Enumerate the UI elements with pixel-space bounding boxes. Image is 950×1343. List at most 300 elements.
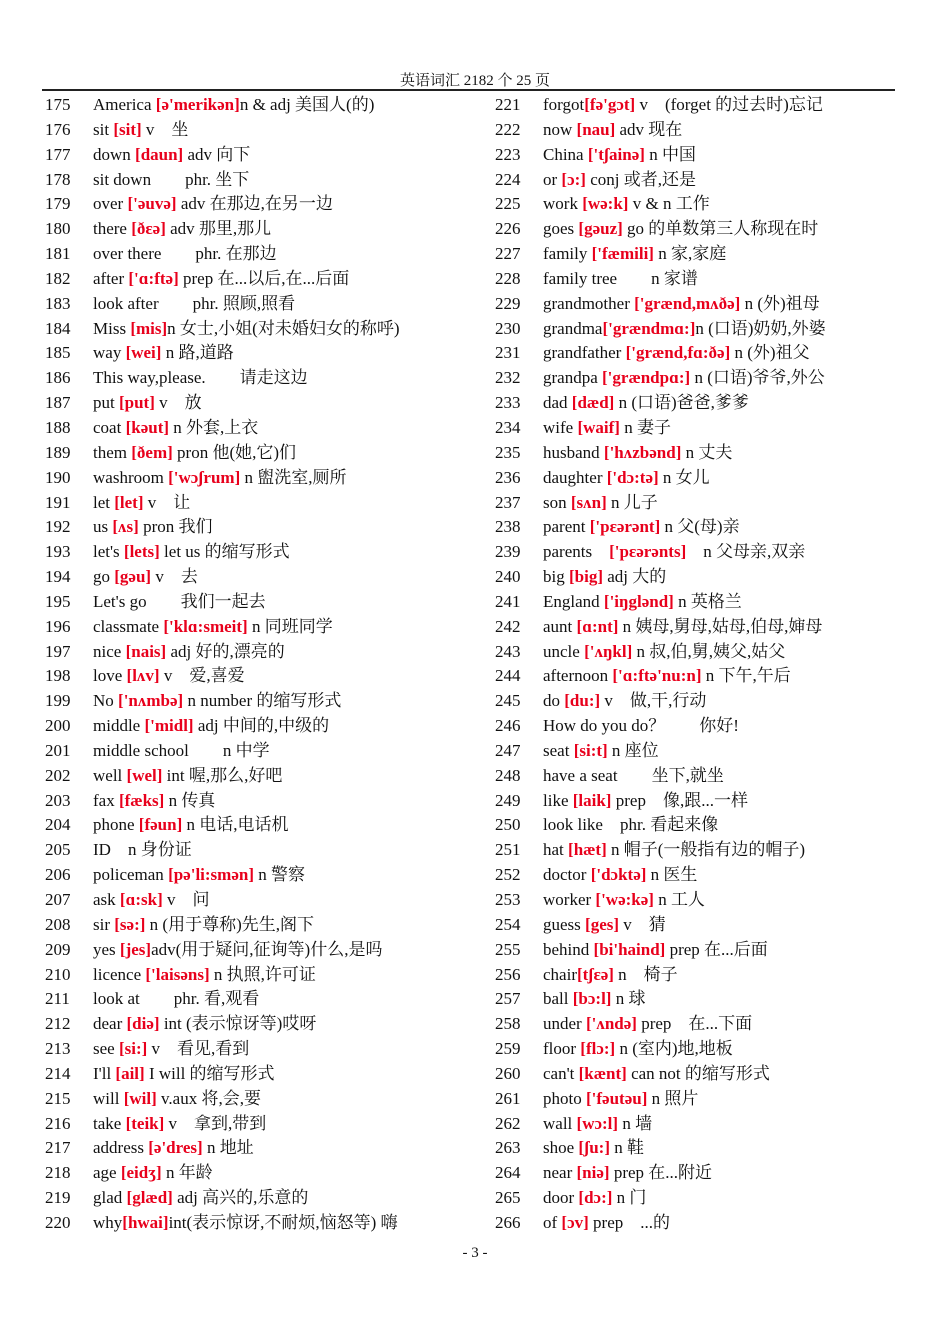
entry-phonetic: [ʃu:] <box>578 1138 610 1158</box>
entry-phonetic: ['pɛərənts] <box>609 542 687 562</box>
vocab-entry <box>495 664 905 689</box>
entry-phonetic: [eidʒ] <box>120 1163 162 1183</box>
entry-word: Miss <box>93 318 131 338</box>
vocab-entry <box>495 1211 905 1236</box>
entry-number: 185 <box>45 343 71 363</box>
entry-definition: n 父母亲,双亲 <box>686 542 806 562</box>
entry-phonetic: ['grændmɑ:] <box>602 318 696 338</box>
vocab-column-right <box>495 93 905 1236</box>
entry-phonetic: [sʌn] <box>570 492 607 512</box>
entry-number: 227 <box>495 244 521 264</box>
entry-definition: n 帽子(一般指有边的帽子) <box>606 840 806 860</box>
vocab-entry <box>45 168 465 193</box>
vocab-entry <box>45 242 465 267</box>
entry-word: England <box>543 591 604 611</box>
entry-definition: I will 的缩写形式 <box>144 1063 275 1083</box>
vocab-entry <box>495 565 905 590</box>
entry-definition: n 鞋 <box>610 1138 644 1158</box>
entry-phonetic: [gəuz] <box>578 219 623 239</box>
entry-number: 255 <box>495 939 521 959</box>
entry-definition: n (口语)爸爸,爹爹 <box>614 393 749 413</box>
entry-definition: v 看见,看到 <box>147 1039 250 1059</box>
entry-definition: n 执照,许可证 <box>209 964 316 984</box>
entry-phonetic: [wei] <box>125 343 162 363</box>
entry-phonetic: [bi'haind] <box>593 939 666 959</box>
entry-number: 186 <box>45 368 71 388</box>
entry-word: licence <box>93 964 146 984</box>
entry-definition: prep 在...附近 <box>609 1163 713 1183</box>
entry-phonetic: [teik] <box>125 1113 165 1133</box>
vocab-entry <box>45 1112 465 1137</box>
entry-word: age <box>93 1163 121 1183</box>
entry-number: 195 <box>45 591 71 611</box>
entry-number: 181 <box>45 244 71 264</box>
entry-phonetic: [nau] <box>576 119 616 139</box>
entry-phonetic: [tʃɛə] <box>576 964 614 984</box>
vocab-entry <box>495 366 905 391</box>
entry-number: 231 <box>495 343 521 363</box>
vocab-entry <box>495 192 905 217</box>
entry-word: wife <box>543 417 578 437</box>
entry-number: 261 <box>495 1088 521 1108</box>
vocab-entry <box>45 93 465 118</box>
vocab-entry <box>495 242 905 267</box>
vocab-entry <box>45 689 465 714</box>
vocab-entry <box>495 118 905 143</box>
entry-definition: n 同班同学 <box>247 616 333 636</box>
entry-phonetic: [si:] <box>118 1039 148 1059</box>
vocab-column-left <box>45 93 465 1236</box>
entry-definition: adv(用于疑问,征询等)什么,是吗 <box>151 939 383 959</box>
vocab-entry <box>45 664 465 689</box>
entry-word: parent <box>543 517 590 537</box>
entry-phonetic: [gəu] <box>114 567 152 587</box>
entry-word: grandma <box>543 318 603 338</box>
entry-number: 194 <box>45 567 71 587</box>
entry-phonetic: [wɔ:l] <box>576 1113 619 1133</box>
entry-number: 182 <box>45 268 71 288</box>
entry-word: photo <box>543 1088 586 1108</box>
entry-definition: go 的单数第三人称现在时 <box>622 219 819 239</box>
vocab-entry <box>45 1087 465 1112</box>
entry-definition: n 座位 <box>607 740 659 760</box>
entry-word: them <box>93 442 132 462</box>
vocab-entry <box>495 1037 905 1062</box>
entry-number: 265 <box>495 1188 521 1208</box>
vocab-entry <box>45 640 465 665</box>
entry-word: fax <box>93 790 119 810</box>
entry-word: ask <box>93 890 120 909</box>
entry-word: work <box>543 194 583 214</box>
entry-phonetic: ['pɛərənt] <box>589 517 661 537</box>
vocab-entry <box>495 1012 905 1037</box>
entry-number: 177 <box>45 144 71 164</box>
vocab-entry <box>45 1186 465 1211</box>
entry-definition: n 警察 <box>254 865 305 885</box>
entry-definition: n 丈夫 <box>681 442 733 462</box>
vocab-entry <box>495 292 905 317</box>
entry-phonetic: [fæks] <box>118 790 165 810</box>
entry-phonetic: ['fæmili] <box>591 244 654 264</box>
entry-word: under <box>543 1014 586 1034</box>
entry-number: 202 <box>45 765 71 785</box>
vocab-entry <box>495 963 905 988</box>
vocab-entry <box>45 466 465 491</box>
entry-phonetic: ['ɑ:ftə'nu:n] <box>612 666 702 686</box>
entry-phonetic: ['ʌŋkl] <box>584 641 633 661</box>
entry-phonetic: ['hʌzbənd] <box>603 442 682 462</box>
entry-number: 216 <box>45 1113 71 1133</box>
entry-word: washroom <box>93 467 169 487</box>
vocab-entry <box>45 590 465 615</box>
vocab-entry <box>45 515 465 540</box>
vocab-entry <box>495 739 905 764</box>
entry-definition: prep 像,跟...一样 <box>611 790 748 810</box>
entry-phonetic: [fə'gɔt] <box>584 95 636 114</box>
entry-number: 222 <box>495 119 521 139</box>
vocab-entry <box>495 93 905 118</box>
entry-definition: n 儿子 <box>606 492 658 512</box>
entry-definition: conj 或者,还是 <box>585 169 696 189</box>
entry-word: husband <box>543 442 604 462</box>
vocab-entry <box>45 441 465 466</box>
entry-definition: can not 的缩写形式 <box>626 1063 770 1083</box>
entry-number: 206 <box>45 865 71 885</box>
vocab-entry <box>45 1136 465 1161</box>
entry-number: 263 <box>495 1138 521 1158</box>
entry-phonetic: ['iŋglənd] <box>603 591 674 611</box>
vocab-entry <box>495 590 905 615</box>
page-number: - 3 - <box>462 1245 488 1261</box>
entry-definition: n 女士,小姐(对未婚妇女的称呼) <box>167 318 400 338</box>
entry-word: ball <box>543 989 573 1009</box>
entry-word: near <box>543 1163 577 1183</box>
entry-word: forgot <box>543 95 585 114</box>
entry-phonetic: [waif] <box>577 417 620 437</box>
entry-number: 238 <box>495 517 521 537</box>
entry-number: 259 <box>495 1039 521 1059</box>
entry-word: chair <box>543 964 577 984</box>
entry-word: floor <box>543 1039 581 1059</box>
entry-number: 180 <box>45 219 71 239</box>
entry-word: or <box>543 169 562 189</box>
entry-number: 251 <box>495 840 521 860</box>
vocab-entry <box>495 515 905 540</box>
entry-number: 197 <box>45 641 71 661</box>
entry-phonetic: [ail] <box>115 1063 145 1083</box>
entry-phonetic: [ɑ:nt] <box>576 616 619 636</box>
entry-word: well <box>93 765 127 785</box>
entry-number: 184 <box>45 318 71 338</box>
entry-phonetic: [niə] <box>576 1163 610 1183</box>
vocab-entry <box>495 789 905 814</box>
vocab-entry <box>495 341 905 366</box>
entry-word: like <box>543 790 573 810</box>
vocab-entry <box>45 987 465 1012</box>
entry-word: How do you do？ 你好! <box>543 716 739 736</box>
entry-number: 210 <box>45 964 71 984</box>
vocab-entry <box>45 1211 465 1236</box>
entry-word: sit down phr. 坐下 <box>93 169 250 189</box>
vocab-entry <box>495 217 905 242</box>
entry-definition: n (室内)地,地板 <box>615 1039 733 1059</box>
entry-number: 176 <box>45 119 71 139</box>
entry-phonetic: ['dɔktə] <box>590 865 647 885</box>
entry-phonetic: [sit] <box>113 119 142 139</box>
entry-phonetic: ['laisəns] <box>145 964 210 984</box>
entry-number: 178 <box>45 169 71 189</box>
vocab-entry <box>495 813 905 838</box>
entry-number: 243 <box>495 641 521 661</box>
entry-phonetic: [dæd] <box>571 393 615 413</box>
entry-word: see <box>93 1039 119 1059</box>
entry-number: 221 <box>495 95 521 114</box>
entry-definition: v 问 <box>162 890 210 909</box>
entry-word: nice <box>93 641 126 661</box>
entry-word: son <box>543 492 571 512</box>
entry-phonetic: [si:t] <box>573 740 608 760</box>
vocab-entry <box>45 764 465 789</box>
vocab-entry <box>45 1037 465 1062</box>
entry-number: 217 <box>45 1138 71 1158</box>
entry-definition: n 传真 <box>164 790 216 810</box>
vocab-entry <box>495 689 905 714</box>
entry-definition: v 拿到,带到 <box>164 1113 267 1133</box>
entry-word: address <box>93 1138 149 1158</box>
entry-definition: adj 高兴的,乐意的 <box>172 1188 309 1208</box>
entry-word: sir <box>93 914 115 934</box>
entry-definition: n (口语)爷爷,外公 <box>690 368 825 388</box>
entry-phonetic: [hæt] <box>568 840 607 860</box>
entry-definition: adj 中间的,中级的 <box>193 716 330 736</box>
entry-word: dad <box>543 393 572 413</box>
entry-word: grandmother <box>543 293 635 313</box>
vocab-entry <box>45 888 465 913</box>
entry-phonetic: [kəut] <box>125 417 170 437</box>
entry-definition: n 叔,伯,舅,姨父,姑父 <box>632 641 786 661</box>
entry-number: 214 <box>45 1063 71 1083</box>
entry-phonetic: ['nʌmbə] <box>118 691 184 711</box>
page-header: 英语词汇 2182 个 25 页 <box>399 73 550 89</box>
entry-number: 196 <box>45 616 71 636</box>
vocab-entry <box>45 739 465 764</box>
vocab-entry <box>45 267 465 292</box>
vocab-entry <box>495 1136 905 1161</box>
entry-number: 205 <box>45 840 71 860</box>
entry-word: glad <box>93 1188 127 1208</box>
entry-phonetic: [kænt] <box>578 1063 627 1083</box>
vocab-entry <box>495 838 905 863</box>
entry-number: 203 <box>45 790 71 810</box>
entry-number: 235 <box>495 442 521 462</box>
entry-definition: n (外)祖母 <box>740 293 820 313</box>
entry-number: 247 <box>495 740 521 760</box>
entry-word: doctor <box>543 865 591 885</box>
entry-word: hat <box>543 840 569 860</box>
entry-number: 242 <box>495 616 521 636</box>
vocab-entry <box>45 565 465 590</box>
entry-word: way <box>93 343 126 363</box>
vocab-entry <box>45 118 465 143</box>
vocab-entry <box>45 217 465 242</box>
entry-number: 208 <box>45 914 71 934</box>
entry-number: 192 <box>45 517 71 537</box>
vocab-entry <box>495 441 905 466</box>
vocab-entry <box>495 466 905 491</box>
vocab-entry <box>495 888 905 913</box>
entry-number: 250 <box>495 815 521 835</box>
entry-word: let's <box>93 542 124 562</box>
entry-word: there <box>93 219 132 239</box>
entry-number: 204 <box>45 815 71 835</box>
entry-number: 207 <box>45 890 71 909</box>
vocab-entry <box>495 317 905 342</box>
entry-number: 175 <box>45 95 71 114</box>
entry-word: Let's go 我们一起去 <box>93 591 266 611</box>
entry-phonetic: [big] <box>568 567 603 587</box>
vocab-entry <box>45 963 465 988</box>
vocab-entry <box>495 391 905 416</box>
entry-definition: n 下午,午后 <box>701 666 791 686</box>
entry-phonetic: [ges] <box>585 914 620 934</box>
entry-number: 237 <box>495 492 521 512</box>
entry-definition: adv 现在 <box>615 119 683 139</box>
entry-word: aunt <box>543 616 577 636</box>
entry-definition: n 椅子 <box>613 964 678 984</box>
entry-definition: v 去 <box>151 567 198 587</box>
entry-word: seat <box>543 740 574 760</box>
entry-definition: n 球 <box>611 989 646 1009</box>
entry-word: door <box>543 1188 579 1208</box>
entry-number: 252 <box>495 865 521 885</box>
vocab-entry <box>495 143 905 168</box>
entry-definition: n 妻子 <box>619 417 671 437</box>
entry-number: 220 <box>45 1212 71 1232</box>
entry-definition: n 医生 <box>646 865 698 885</box>
entry-word: worker <box>543 890 596 909</box>
entry-definition: pron 我们 <box>138 517 213 537</box>
entry-word: family <box>543 244 592 264</box>
entry-phonetic: ['tʃainə] <box>587 144 645 164</box>
entry-number: 266 <box>495 1212 521 1232</box>
vocab-entry <box>45 615 465 640</box>
entry-definition: let us 的缩写形式 <box>159 542 290 562</box>
entry-word: of <box>543 1212 562 1232</box>
entry-number: 198 <box>45 666 71 686</box>
vocab-entry <box>45 292 465 317</box>
vocab-entry <box>495 1186 905 1211</box>
entry-word: yes <box>93 939 120 959</box>
entry-definition: n 路,道路 <box>161 343 234 363</box>
vocab-entry <box>45 341 465 366</box>
vocab-entry <box>495 764 905 789</box>
entry-word: us <box>93 517 113 537</box>
vocab-entry <box>495 1112 905 1137</box>
entry-number: 200 <box>45 716 71 736</box>
entry-definition: v 爱,喜爱 <box>159 666 245 686</box>
entry-word: coat <box>93 417 126 437</box>
entry-word: after <box>93 268 129 288</box>
entry-number: 254 <box>495 914 521 934</box>
entry-phonetic: [wil] <box>123 1088 157 1108</box>
entry-number: 236 <box>495 467 521 487</box>
entry-word: uncle <box>543 641 585 661</box>
entry-word: grandpa <box>543 368 603 388</box>
vocab-entry <box>495 615 905 640</box>
entry-word: wall <box>543 1113 577 1133</box>
entry-definition: prep 在...后面 <box>665 939 768 959</box>
entry-number: 245 <box>495 691 521 711</box>
entry-number: 258 <box>495 1014 521 1034</box>
vocab-entry <box>45 813 465 838</box>
entry-definition: n number 的缩写形式 <box>183 691 342 711</box>
entry-number: 241 <box>495 591 521 611</box>
entry-definition: int(表示惊讶,不耐烦,恼怒等) 嗨 <box>168 1212 398 1232</box>
entry-phonetic: [lets] <box>123 542 160 562</box>
entry-word: now <box>543 119 577 139</box>
entry-phonetic: [wel] <box>126 765 163 785</box>
vocab-entry <box>495 1087 905 1112</box>
entry-word: America <box>93 95 156 114</box>
entry-definition: n 工人 <box>653 890 705 909</box>
entry-phonetic: [bɔ:l] <box>572 989 612 1009</box>
entry-number: 218 <box>45 1163 71 1183</box>
entry-definition: adj 好的,漂亮的 <box>166 641 285 661</box>
vocab-entry <box>495 714 905 739</box>
entry-definition: v & n 工作 <box>628 194 710 214</box>
entry-number: 223 <box>495 144 521 164</box>
entry-phonetic: [fəun] <box>138 815 183 835</box>
entry-phonetic: [nais] <box>125 641 167 661</box>
entry-number: 209 <box>45 939 71 959</box>
entry-phonetic: [dɔ:] <box>578 1188 613 1208</box>
entry-number: 215 <box>45 1088 71 1108</box>
entry-definition: v 让 <box>143 492 191 512</box>
entry-number: 253 <box>495 890 521 909</box>
vocab-entry <box>45 838 465 863</box>
entry-phonetic: [ə'dres] <box>148 1138 203 1158</box>
entry-word: will <box>93 1088 124 1108</box>
entry-word: look at phr. 看,观看 <box>93 989 260 1009</box>
vocab-entry <box>45 863 465 888</box>
vocab-entry <box>495 938 905 963</box>
entry-phonetic: [du:] <box>564 691 601 711</box>
vocab-entry <box>45 366 465 391</box>
entry-number: 260 <box>495 1063 521 1083</box>
entry-word: have a seat 坐下,就坐 <box>543 765 724 785</box>
entry-definition: n & adj 美国人(的) <box>239 95 375 114</box>
entry-number: 187 <box>45 393 71 413</box>
entry-word: over there phr. 在那边 <box>93 244 277 264</box>
entry-phonetic: ['klɑ:smeit] <box>163 616 248 636</box>
entry-number: 201 <box>45 740 71 760</box>
entry-number: 224 <box>495 169 521 189</box>
entry-number: 212 <box>45 1014 71 1034</box>
entry-definition: prep 在...下面 <box>636 1014 753 1034</box>
entry-number: 233 <box>495 393 521 413</box>
entry-number: 190 <box>45 467 71 487</box>
entry-definition: v 放 <box>154 393 202 413</box>
entry-word: policeman <box>93 865 169 885</box>
entry-phonetic: [ɑ:sk] <box>119 890 163 909</box>
vocab-entry <box>45 317 465 342</box>
entry-word: let <box>93 492 115 512</box>
entry-definition: n 女儿 <box>658 467 710 487</box>
entry-word: can't <box>543 1063 579 1083</box>
entry-number: 191 <box>45 492 71 512</box>
entry-definition: n 门 <box>612 1188 647 1208</box>
vocab-entry <box>45 789 465 814</box>
